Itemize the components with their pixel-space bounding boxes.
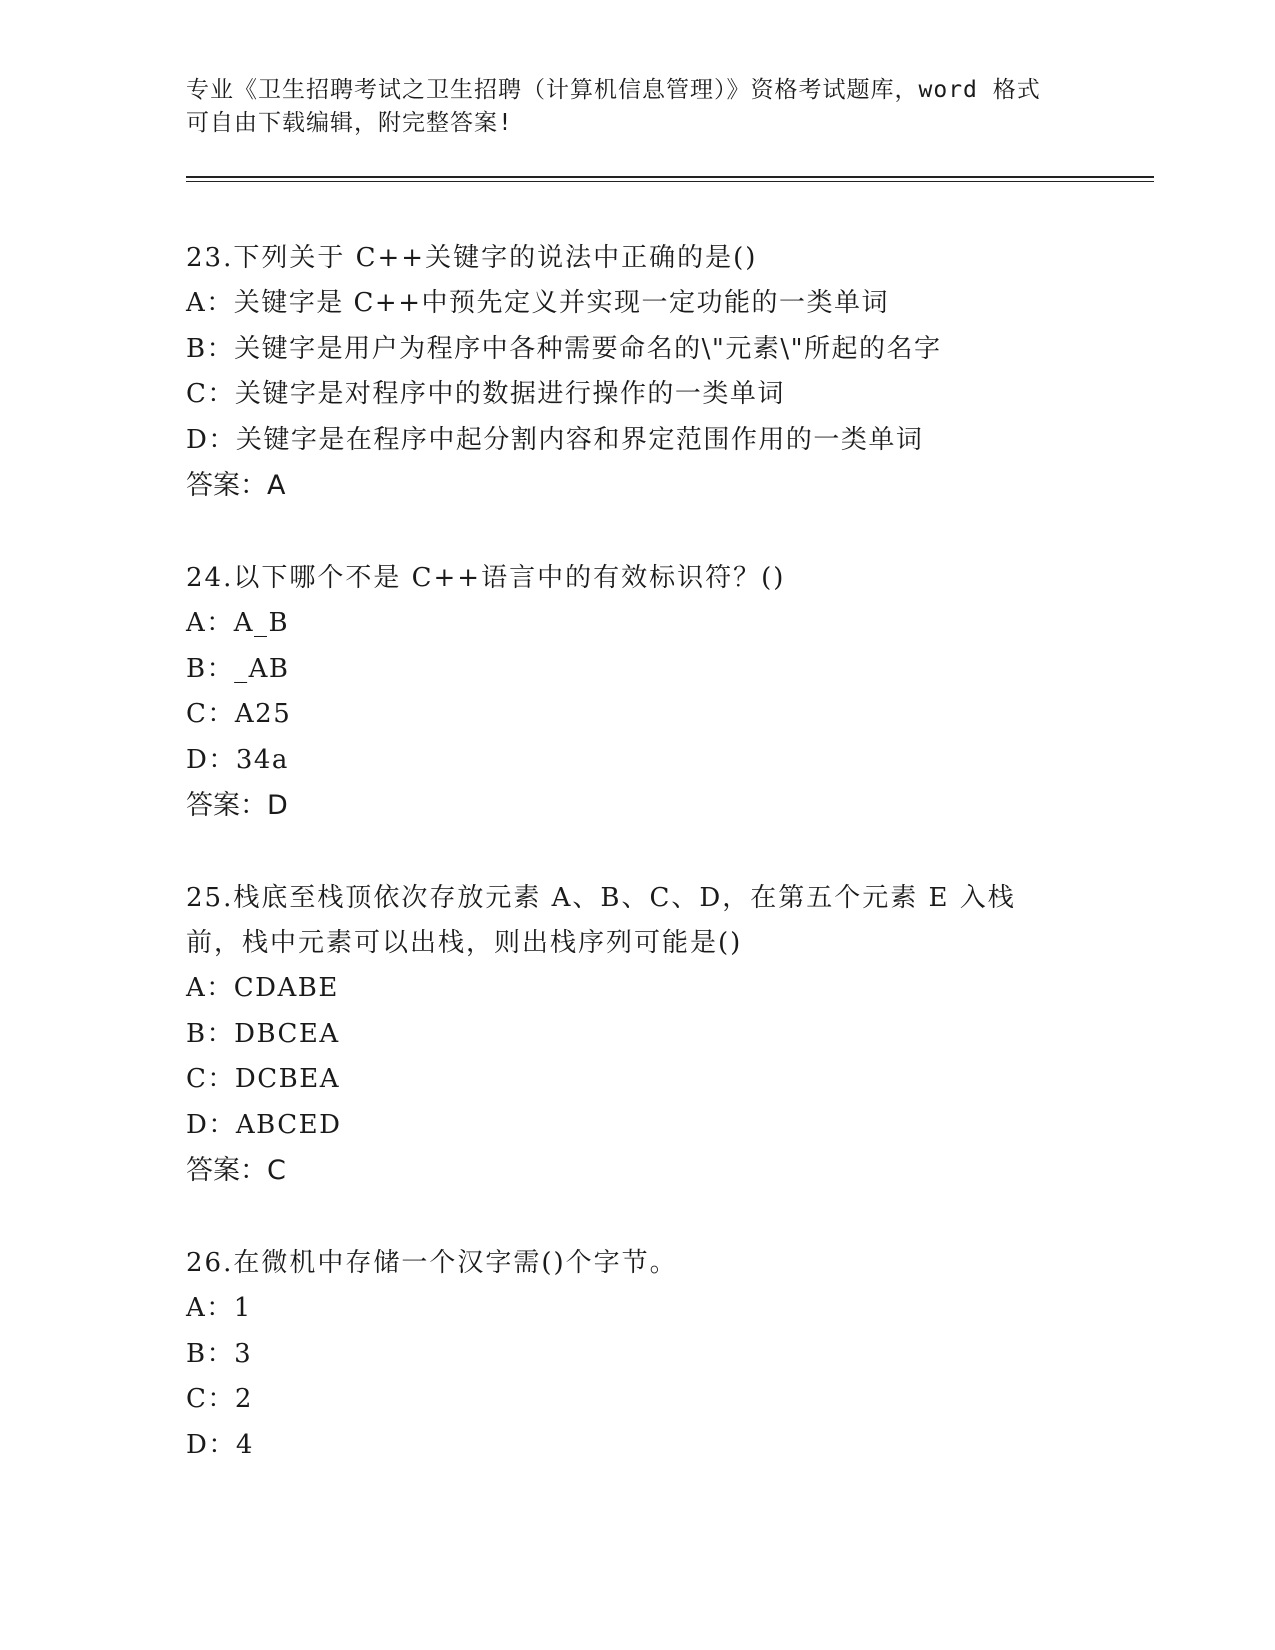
document-header bbox=[186, 74, 1066, 140]
option-c: C：A25 bbox=[186, 699, 292, 729]
question-item bbox=[186, 876, 1156, 1193]
option-a: A：A_B bbox=[186, 608, 290, 638]
option-c: C：DCBEA bbox=[186, 1064, 340, 1094]
question-item bbox=[186, 556, 1156, 828]
option-d: D：关键字是在程序中起分割内容和界定范围作用的一类单词 bbox=[186, 424, 924, 455]
option-b: B：3 bbox=[186, 1338, 253, 1369]
option-c: C：关键字是对程序中的数据进行操作的一类单词 bbox=[186, 379, 785, 409]
question-text: 26.在微机中存储一个汉字需()个字节。 bbox=[186, 1248, 678, 1278]
option-c: C：2 bbox=[186, 1384, 253, 1414]
header-line-2: 可自由下载编辑，附完整答案! bbox=[186, 110, 513, 136]
question-text: 25.栈底至栈顶依次存放元素 A、B、C、D，在第五个元素 E 入栈前，栈中元素可以出栈，则出栈序列可能是() bbox=[186, 883, 1016, 958]
option-b: B：关键字是用户为程序中各种需要命名的\"元素\"所起的名字 bbox=[186, 333, 942, 364]
option-a: A：关键字是 C++中预先定义并实现一定功能的一类单词 bbox=[186, 288, 890, 318]
option-d: D：4 bbox=[186, 1429, 254, 1460]
header-line-1: 专业《卫生招聘考试之卫生招聘（计算机信息管理）》资格考试题库，word 格式 bbox=[186, 77, 1041, 103]
option-a: A：CDABE bbox=[186, 973, 339, 1003]
question-item bbox=[186, 236, 1156, 508]
question-text: 24.以下哪个不是 C++语言中的有效标识符？() bbox=[186, 563, 786, 593]
answer-label: 答案：C bbox=[186, 1155, 286, 1186]
question-item bbox=[186, 1241, 1156, 1468]
header-divider-thick bbox=[186, 176, 1154, 178]
answer-label: 答案：A bbox=[186, 470, 286, 501]
option-b: B：_AB bbox=[186, 653, 290, 684]
option-a: A：1 bbox=[186, 1293, 252, 1323]
question-list bbox=[186, 236, 1156, 1516]
option-d: D：34a bbox=[186, 744, 289, 775]
option-b: B：DBCEA bbox=[186, 1018, 340, 1049]
answer-label: 答案：D bbox=[186, 790, 288, 821]
header-divider-thin bbox=[186, 181, 1154, 182]
option-d: D：ABCED bbox=[186, 1109, 342, 1140]
question-text: 23.下列关于 C++关键字的说法中正确的是() bbox=[186, 243, 758, 273]
